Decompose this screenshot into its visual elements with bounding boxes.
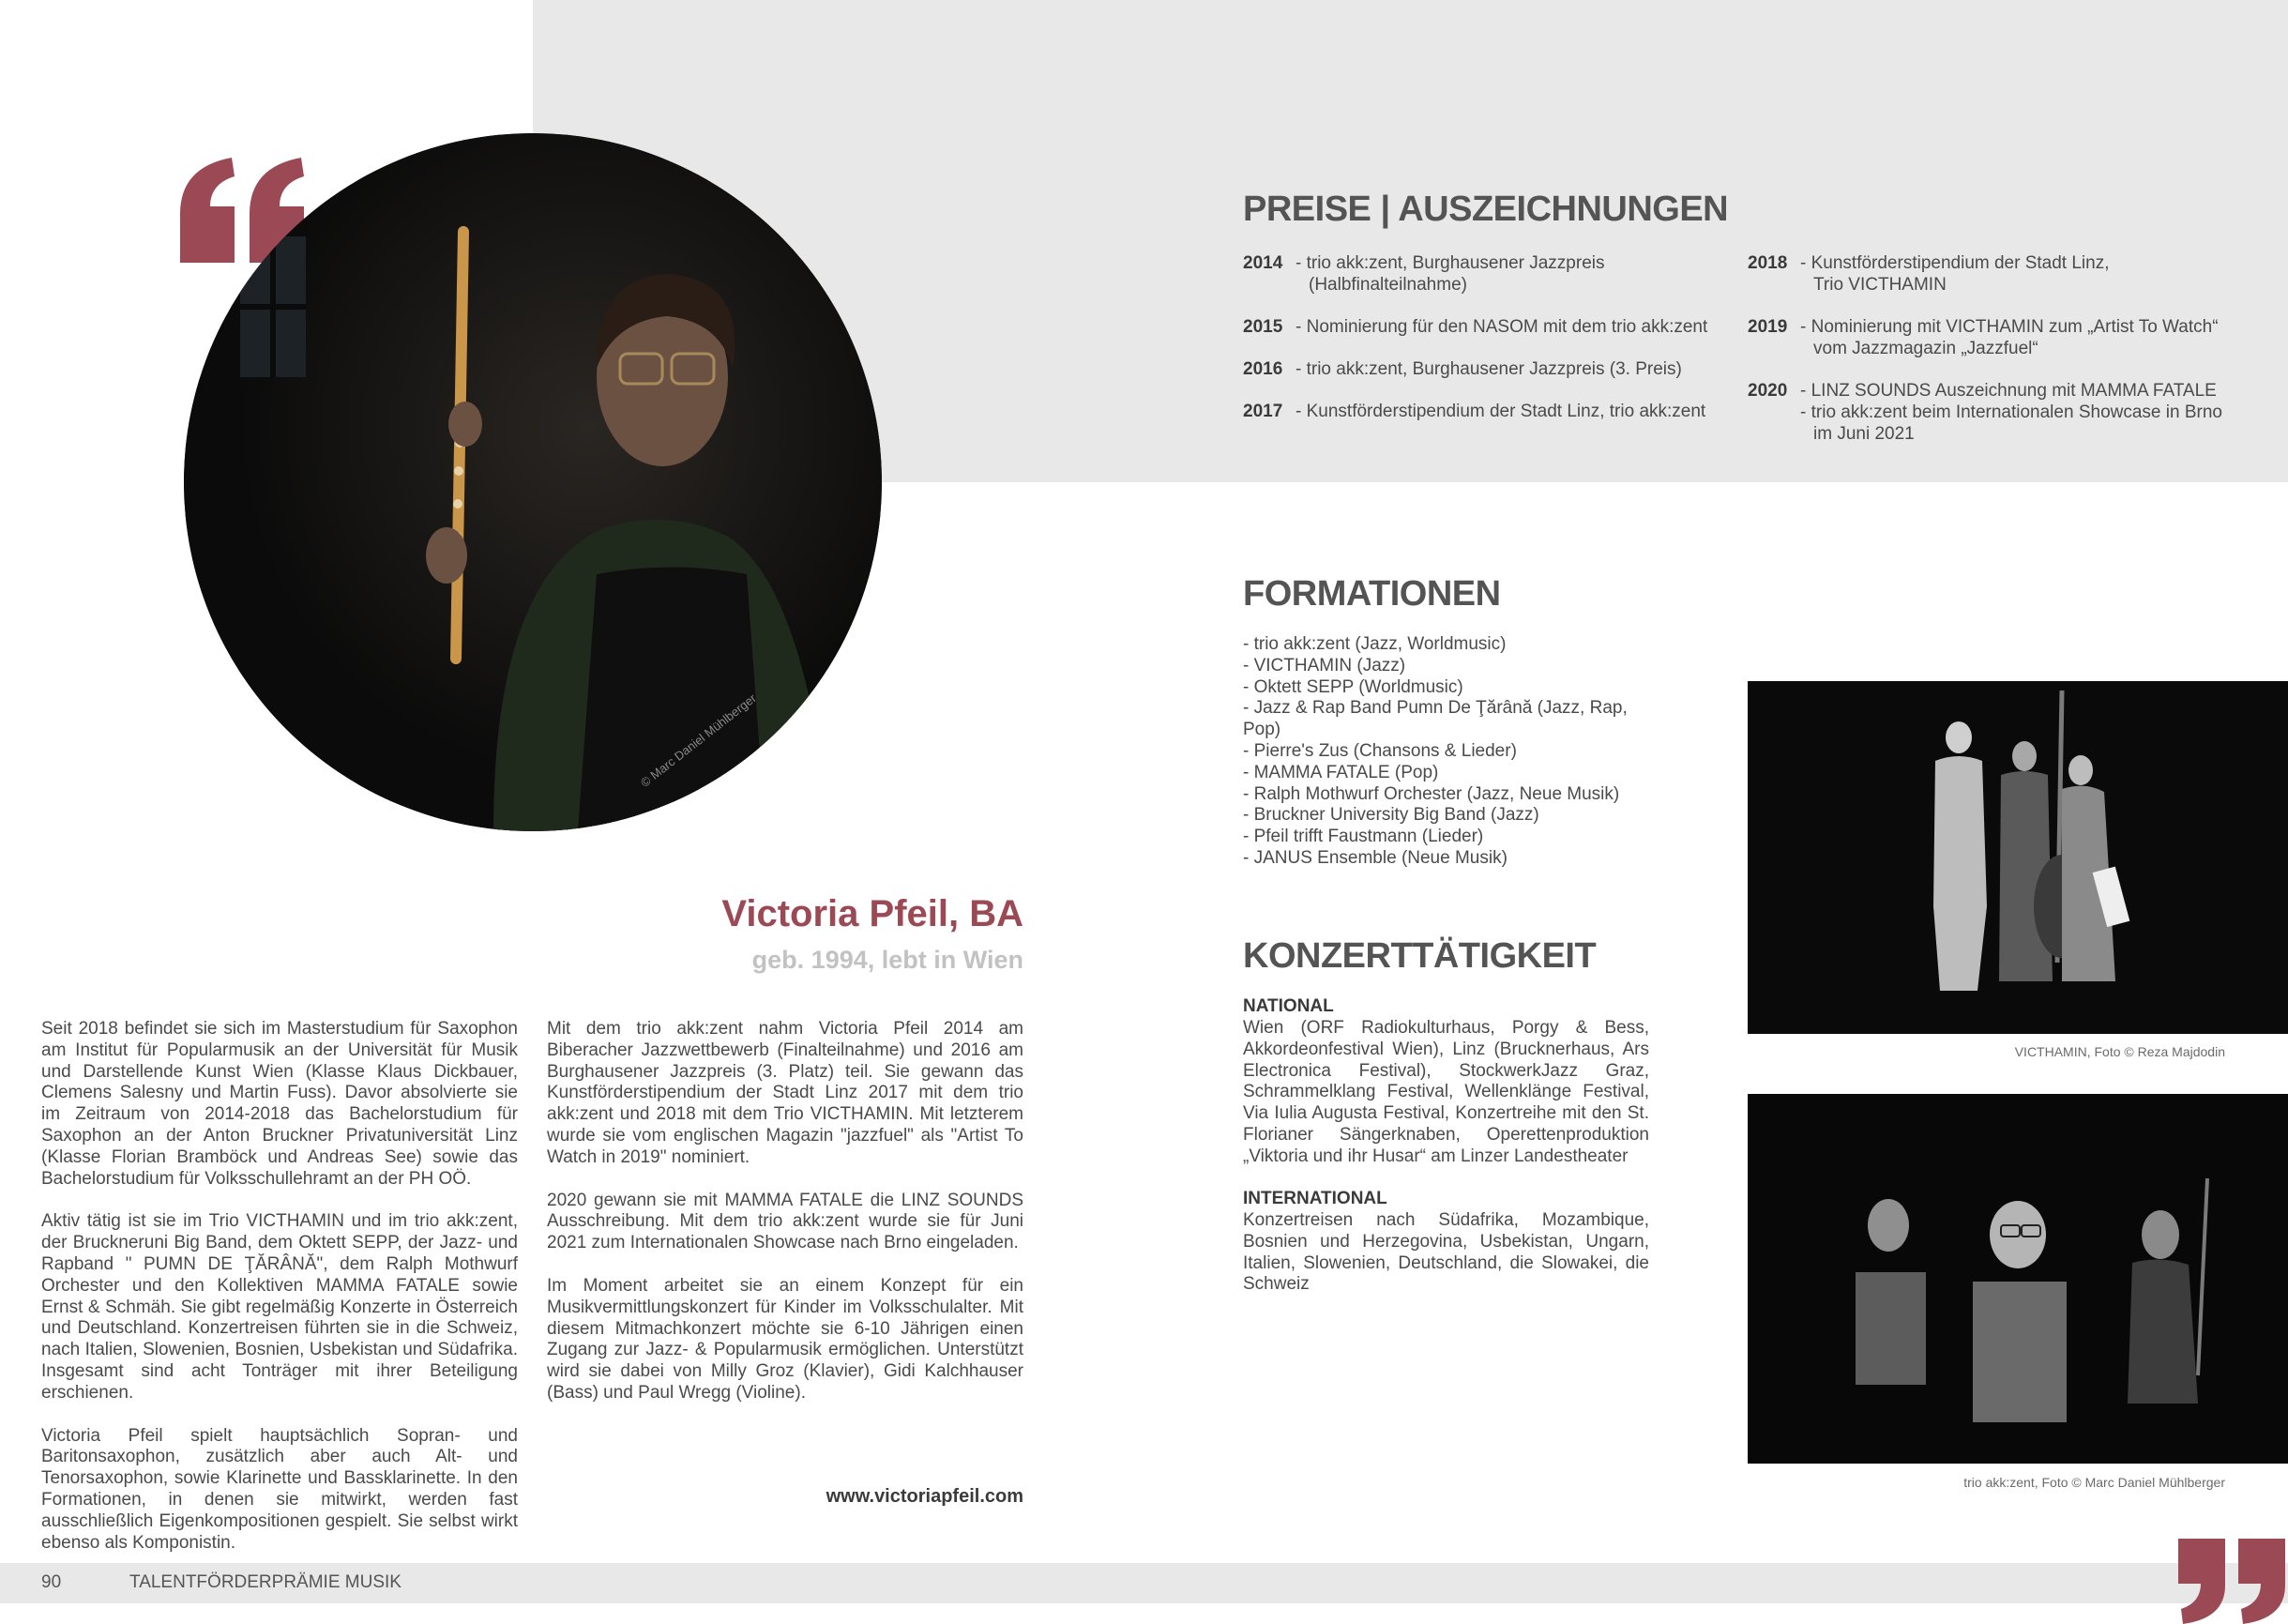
prize-year: 2017 bbox=[1243, 402, 1283, 421]
portrait-photo bbox=[184, 133, 882, 831]
prize-text: - Kunstförderstipendium der Stadt Linz, trio akk:zent bbox=[1296, 402, 1706, 421]
bio-paragraph: Victoria Pfeil spielt hauptsächlich Sopran- und Baritonsaxophon, zusätzlich aber auch Alt- und Tenorsaxophon, sowie Klarinette und Bassklarinette. In den Formationen, in denen sie mitwirkt, werden fast ausschließlich Eigenkompositionen gespielt. Sie selbst wirkt ebenso als Komponistin. bbox=[41, 1425, 518, 1553]
prize-text: - trio akk:zent, Burghausener Jazzpreis (3. Preis) bbox=[1296, 359, 1682, 379]
running-title: TALENTFÖRDERPRÄMIE MUSIK bbox=[129, 1572, 402, 1592]
trio-akkzent-photo bbox=[1748, 1094, 2288, 1464]
list-item: - Oktett SEPP (Worldmusic) bbox=[1243, 676, 1463, 697]
portrait-photo-credit: © Marc Daniel Mühlberger bbox=[638, 691, 759, 790]
prize-year: 2019 bbox=[1748, 317, 1788, 337]
bio-column-1 bbox=[41, 1019, 518, 1575]
formations-heading: FORMATIONEN bbox=[1243, 574, 1501, 614]
prize-text: - LINZ SOUNDS Auszeichnung mit MAMMA FATALE bbox=[1800, 381, 2217, 401]
prize-text: - Nominierung mit VICTHAMIN zum „Artist To Watch“ vom Jazzmagazin „Jazzfuel“ bbox=[1800, 317, 2219, 358]
list-item: - MAMMA FATALE (Pop) bbox=[1243, 762, 1439, 782]
bio-column-2 bbox=[547, 1019, 1023, 1426]
list-item: - Pierre's Zus (Chansons & Lieder) bbox=[1243, 740, 1517, 761]
bio-paragraph: Im Moment arbeitet sie an einem Konzept für ein Musikvermittlungskonzert für Kinder im Volksschulalter. Mit diesem Mitmachkonzert möchte sie 6-10 Jährigen einen Zugang zur Jazz- & Popularmusik ermöglichen. Unterstützt wird sie dabei von Milly Groz (Klavier), Gidi Kalchhauser (Bass) und Paul Wregg (Violine). bbox=[547, 1275, 1023, 1403]
international-text: Konzertreisen nach Südafrika, Mozambique, Bosnien und Herzegovina, Usbekistan, Ungarn, Italien, Slowenien, Deutschland, die Slowakei, die Schweiz bbox=[1243, 1210, 1649, 1295]
international-label: INTERNATIONAL bbox=[1243, 1189, 1387, 1208]
formations-list bbox=[1243, 634, 1665, 870]
victhamin-photo bbox=[1748, 681, 2288, 1034]
bio-paragraph: 2020 gewann sie mit MAMMA FATALE die LINZ SOUNDS Ausschreibung. Mit dem trio akk:zent wurde sie für Juni 2021 zum Internationalen Showcase nach Brno eingeladen. bbox=[547, 1190, 1023, 1253]
bio-paragraph: Aktiv tätig ist sie im Trio VICTHAMIN und im trio akk:zent, der Bruckneruni Big Band, dem Oktett SEPP, der Jazz- und Rapband " PUMN DE ŢĂRÂNĂ", dem Ralph Mothwurf Orchester und den Kollektiven MAMMA FATALE sowie Ernst & Schmäh. Sie gibt regelmäßig Konzerte in Österreich und Deutschland. Konzertreisen führten sie in die Schweiz, nach Italien, Slowenien, Bosnien, Usbekistan und Südafrika. Insgesamt sind acht Tonträger mit ihrer Beteiligung erschienen. bbox=[41, 1211, 518, 1403]
artist-name: Victoria Pfeil, BA bbox=[721, 893, 1023, 934]
national-text: Wien (ORF Radiokulturhaus, Porgy & Bess, Akkordeonfestival Wien), Linz (Brucknerhaus, Ars Electronica Festival), StockwerkJazz Graz, Schrammelklang Festival, Wellenklänge Festival, Via Iulia Augusta Festival, Konzertreihe mit den St. Florianer Sängerknaben, Operettenproduktion „Viktoria und ihr Husar“ am Linzer Landestheater bbox=[1243, 1018, 1649, 1166]
artist-subtitle: geb. 1994, lebt in Wien bbox=[751, 946, 1023, 974]
national-label: NATIONAL bbox=[1243, 996, 1334, 1016]
quote-close-icon bbox=[2178, 1539, 2288, 1624]
prize-year: 2016 bbox=[1243, 359, 1283, 379]
website-link[interactable]: www.victoriapfeil.com bbox=[826, 1486, 1023, 1507]
prize-text: - Kunstförderstipendium der Stadt Linz, Trio VICTHAMIN bbox=[1800, 253, 2110, 295]
prize-year: 2015 bbox=[1243, 317, 1283, 337]
prize-year: 2014 bbox=[1243, 253, 1283, 273]
page-number: 90 bbox=[41, 1572, 62, 1592]
list-item: - trio akk:zent (Jazz, Worldmusic) bbox=[1243, 634, 1507, 654]
list-item: - JANUS Ensemble (Neue Musik) bbox=[1243, 847, 1508, 868]
list-item: - VICTHAMIN (Jazz) bbox=[1243, 655, 1406, 675]
prize-text: - trio akk:zent beim Internationalen Showcase in Brno im Juni 2021 bbox=[1800, 402, 2222, 444]
prize-year: 2018 bbox=[1748, 253, 1788, 273]
concerts-heading: KONZERTTÄTIGKEIT bbox=[1243, 936, 1597, 976]
list-item: - Jazz & Rap Band Pumn De Ţărână (Jazz, Rap, Pop) bbox=[1243, 698, 1628, 740]
prize-text: - Nominierung für den NASOM mit dem trio akk:zent bbox=[1296, 317, 1708, 337]
list-item: - Ralph Mothwurf Orchester (Jazz, Neue Musik) bbox=[1243, 783, 1620, 804]
bio-paragraph: Seit 2018 befindet sie sich im Masterstudium für Saxophon am Institut für Popularmusik an der Universität für Musik und Darstellende Kunst Wien (Klasse Klaus Dickbauer, Clemens Salesny und Martin Fuss). Davor absolvierte sie im Zeitraum von 2014-2018 das Bachelorstudium für Saxophon an der Anton Bruckner Privatuniversität Linz (Klasse Florian Bramböck und Andreas See) sowie das Bachelorstudium für Volksschullehramt an der PH OÖ. bbox=[41, 1019, 518, 1189]
victhamin-photo-caption: VICTHAMIN, Foto © Reza Majdodin bbox=[2014, 1044, 2225, 1059]
list-item: - Bruckner University Big Band (Jazz) bbox=[1243, 805, 1539, 826]
list-item: - Pfeil trifft Faustmann (Lieder) bbox=[1243, 827, 1484, 847]
trio-akkzent-photo-caption: trio akk:zent, Foto © Marc Daniel Mühlberger bbox=[1963, 1475, 2225, 1490]
bio-paragraph: Mit dem trio akk:zent nahm Victoria Pfeil 2014 am Biberacher Jazzwettbewerb (Finalteilnahme) und 2016 am Burghausener Jazzpreis (3. Platz) teil. Sie gewann das Kunstförderstipendium der Stadt Linz 2017 mit dem trio akk:zent und 2018 mit dem Trio VICTHAMIN. Mit letzterem wurde sie vom englischen Magazin "jazzfuel" als "Artist To Watch in 2019" nominiert. bbox=[547, 1019, 1023, 1167]
prizes-heading: PREISE | AUSZEICHNUNGEN bbox=[1243, 190, 1729, 229]
prize-year: 2020 bbox=[1748, 381, 1788, 401]
prize-text: - trio akk:zent, Burghausener Jazzpreis (Halbfinalteilnahme) bbox=[1296, 253, 1605, 295]
